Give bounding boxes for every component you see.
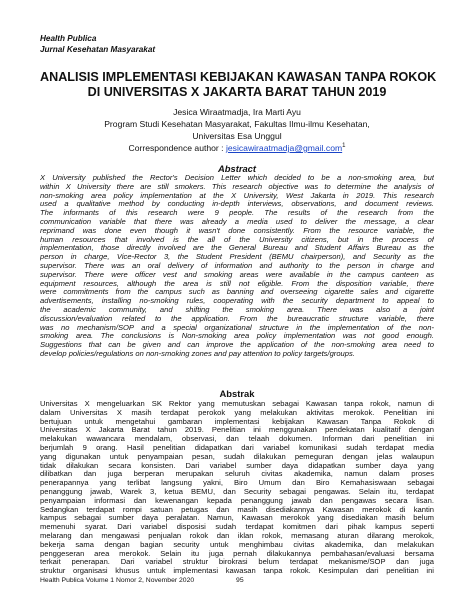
text-line: supervisor. There was an oral delivery of information and authority to the person in charge and — [40, 261, 434, 270]
paper-title — [40, 70, 437, 100]
text-line: used a qualitative method by conducting in-depth interviews, observations, and document reviews. — [40, 200, 434, 209]
affiliation-line-1: Program Studi Kesehatan Masyarakat, Fakultas Ilmu-ilmu Kesehatan, — [104, 119, 370, 129]
text-line: Sedangkan terdapat rompi satuan petugas dan masih disediakannya Kawasan merokok di kantin — [40, 505, 434, 514]
text-line: within X University there are still smokers. This research objective was to determine the analysis of — [40, 182, 434, 191]
text-line: X University published the Rector's Decision Letter which decided to be a non-smoking area, but — [40, 174, 434, 182]
correspondence-line — [40, 142, 434, 154]
text-line: memenuhi syarat. Dari variabel disposisi sudah terdapat komitmen dari pihak kampus seperti — [40, 523, 434, 532]
text-line: penerapannya yang terlibat langsung yakni, Biro Umum dan Biro Kemahasiswaan sebagai — [40, 479, 434, 488]
text-line: penyampaian informasi dan kewenangan kepada penanggung jawab dan pengawas secara lisan. — [40, 496, 434, 505]
text-line: terkait penerapan. Dari variabel struktur birokrasi belum terdapat mekanisme/SOP dan juga — [40, 558, 434, 567]
text-line: Universitas X Jakarta Barat tahun 2019. Penelitian ini menggunakan pendekatan kualitatif dengan — [40, 426, 434, 435]
text-line: The informants of this research were 9 people. The results of the research from the — [40, 209, 434, 218]
text-line: the academic community, and shifting the smoking area. There was also a joint — [40, 305, 434, 314]
text-line: supervisor. There were officer vest and smoking areas were available in the campus canteen as — [40, 270, 434, 279]
text-line: dalam Universitas X masih terdapat perokok yang melakukan aktivitas merokok. Penelitian ini — [40, 408, 434, 417]
title-line-1: ANALISIS IMPLEMENTASI KEBIJAKAN KAWASAN TANPA ROKOK — [40, 70, 437, 84]
text-line: implementation, those directly involved are the General Bureau and Student Affairs Bureau as the — [40, 244, 434, 253]
abstract-en-body — [40, 174, 434, 359]
text-line: struktur organisasi khusus untuk implementasi kawasan tanpa rokok. Kesimpulan dari penelitian ini — [40, 567, 434, 576]
journal-full-name: Jurnal Kesehatan Masyarakat — [40, 45, 156, 54]
text-line: bertujuan untuk mengetahui gambaran implementasi kebijakan Kawasan Tanpa Rokok di — [40, 417, 434, 426]
text-line: develop policies/regulations on non-smoking zones and pay attention to policy targets/groups. — [40, 349, 355, 358]
text-line: dilibatkan dan juga berperan merupakan seluruh civitas akademika, namun dalam proses — [40, 470, 434, 479]
abstract-id-heading: Abstrak — [219, 388, 255, 399]
text-line: kampus sebagai sumber daya peralatan. Namun, Kawasan merokok yang disediakan masih belum — [40, 514, 434, 523]
text-line: Universitas X mengeluarkan SK Rektor yang memutuskan sebagai Kawasan tanpa rokok, namun di — [40, 400, 434, 408]
text-line: yang digunakan untuk penyampaian pesan, sudah dilakukan pemeguran dengan jelas walaupun — [40, 452, 434, 461]
abstract-id-body — [40, 400, 434, 576]
text-line: equipment resources, although the area is still not eligible. From the disposition variable, there — [40, 279, 434, 288]
text-line: smoking area. The conclusions is Non-smoking area policy implementation was not good enough. — [40, 332, 434, 341]
text-line: non-smoking area policy implementation at the X University, West Jakarta in 2019. This research — [40, 191, 434, 200]
text-line: human resources that involved is the all of the University citizens, but in the process of — [40, 235, 434, 244]
text-line: were commitments from the campus such as banning and overseeing cigarette sales and cigarette — [40, 288, 434, 297]
text-line: tidak dilakukan secara konsisten. Dari variabel sumber daya didapatkan sumber daya yang — [40, 461, 434, 470]
title-line-2: DI UNIVERSITAS X JAKARTA BARAT TAHUN 2019 — [87, 85, 387, 99]
text-line: communication variable that there was already a media used to deliver the message, a clear — [40, 217, 434, 226]
text-line: reprimand was done even though it wasn't done consistently. From the resource variable, the — [40, 226, 434, 235]
text-line: advertisements, installing no-smoking rules, cooperating with the security department to appeal to — [40, 297, 434, 306]
text-line: bekerja sama dengan bagian security untuk menghimbau civitas akademika, dan melakukan — [40, 540, 434, 549]
correspondence-label: Correspondence author : — [128, 143, 224, 153]
correspondence-superscript: 1 — [342, 143, 346, 150]
author-names: Jesica Wiraatmadja, Ira Marti Ayu — [173, 107, 301, 117]
abstract-en-heading: Abstract — [217, 163, 257, 174]
affiliation-line-2: Universitas Esa Unggul — [192, 131, 282, 141]
text-line: person in charge, Vice-Rector 3, the Student President (BEMU chairperson), and Security as the — [40, 253, 434, 262]
text-line: penggeseran area merokok. Selain itu juga pernah dilakukannya pembahasan/evaluasi bersama — [40, 549, 434, 558]
correspondence-email-link[interactable]: jesicawiraatmadja@gmail.com — [225, 143, 343, 153]
text-line: was no mechanism/SOP and a special organizational structure in the implementation of the non- — [40, 323, 434, 332]
text-line: Suggestions that can be given and can improve the application of the non-smoking area need to — [40, 341, 434, 350]
author-block — [40, 106, 434, 154]
journal-header — [40, 33, 155, 55]
page-footer — [40, 577, 244, 584]
text-line: discussion/evaluation related to the application. From the bureaucratic structure variable, there — [40, 314, 434, 323]
footer-issue: Health Publica Volume 1 Nomor 2, November 2020 — [40, 577, 195, 584]
text-line: berjumlah 9 orang. Hasil penelitian didapatkan dari variabel komunikasi sudah terdapat media — [40, 443, 434, 452]
text-line: melarang dan mengawasi penjualan rokok dan iklan rokok, memasang aturan dilarang merokok, — [40, 531, 434, 540]
text-line: melakukan wawancara mendalam, observasi, dan telaah dokumen. Informan dari penelitian ini — [40, 435, 434, 444]
journal-name: Health Publica — [40, 34, 97, 43]
text-line: penanggung jawab, Warek 3, ketua BEMU, dan Security sebagai pengawas. Selain itu, terdapat — [40, 487, 434, 496]
footer-page-number: 95 — [236, 577, 244, 584]
